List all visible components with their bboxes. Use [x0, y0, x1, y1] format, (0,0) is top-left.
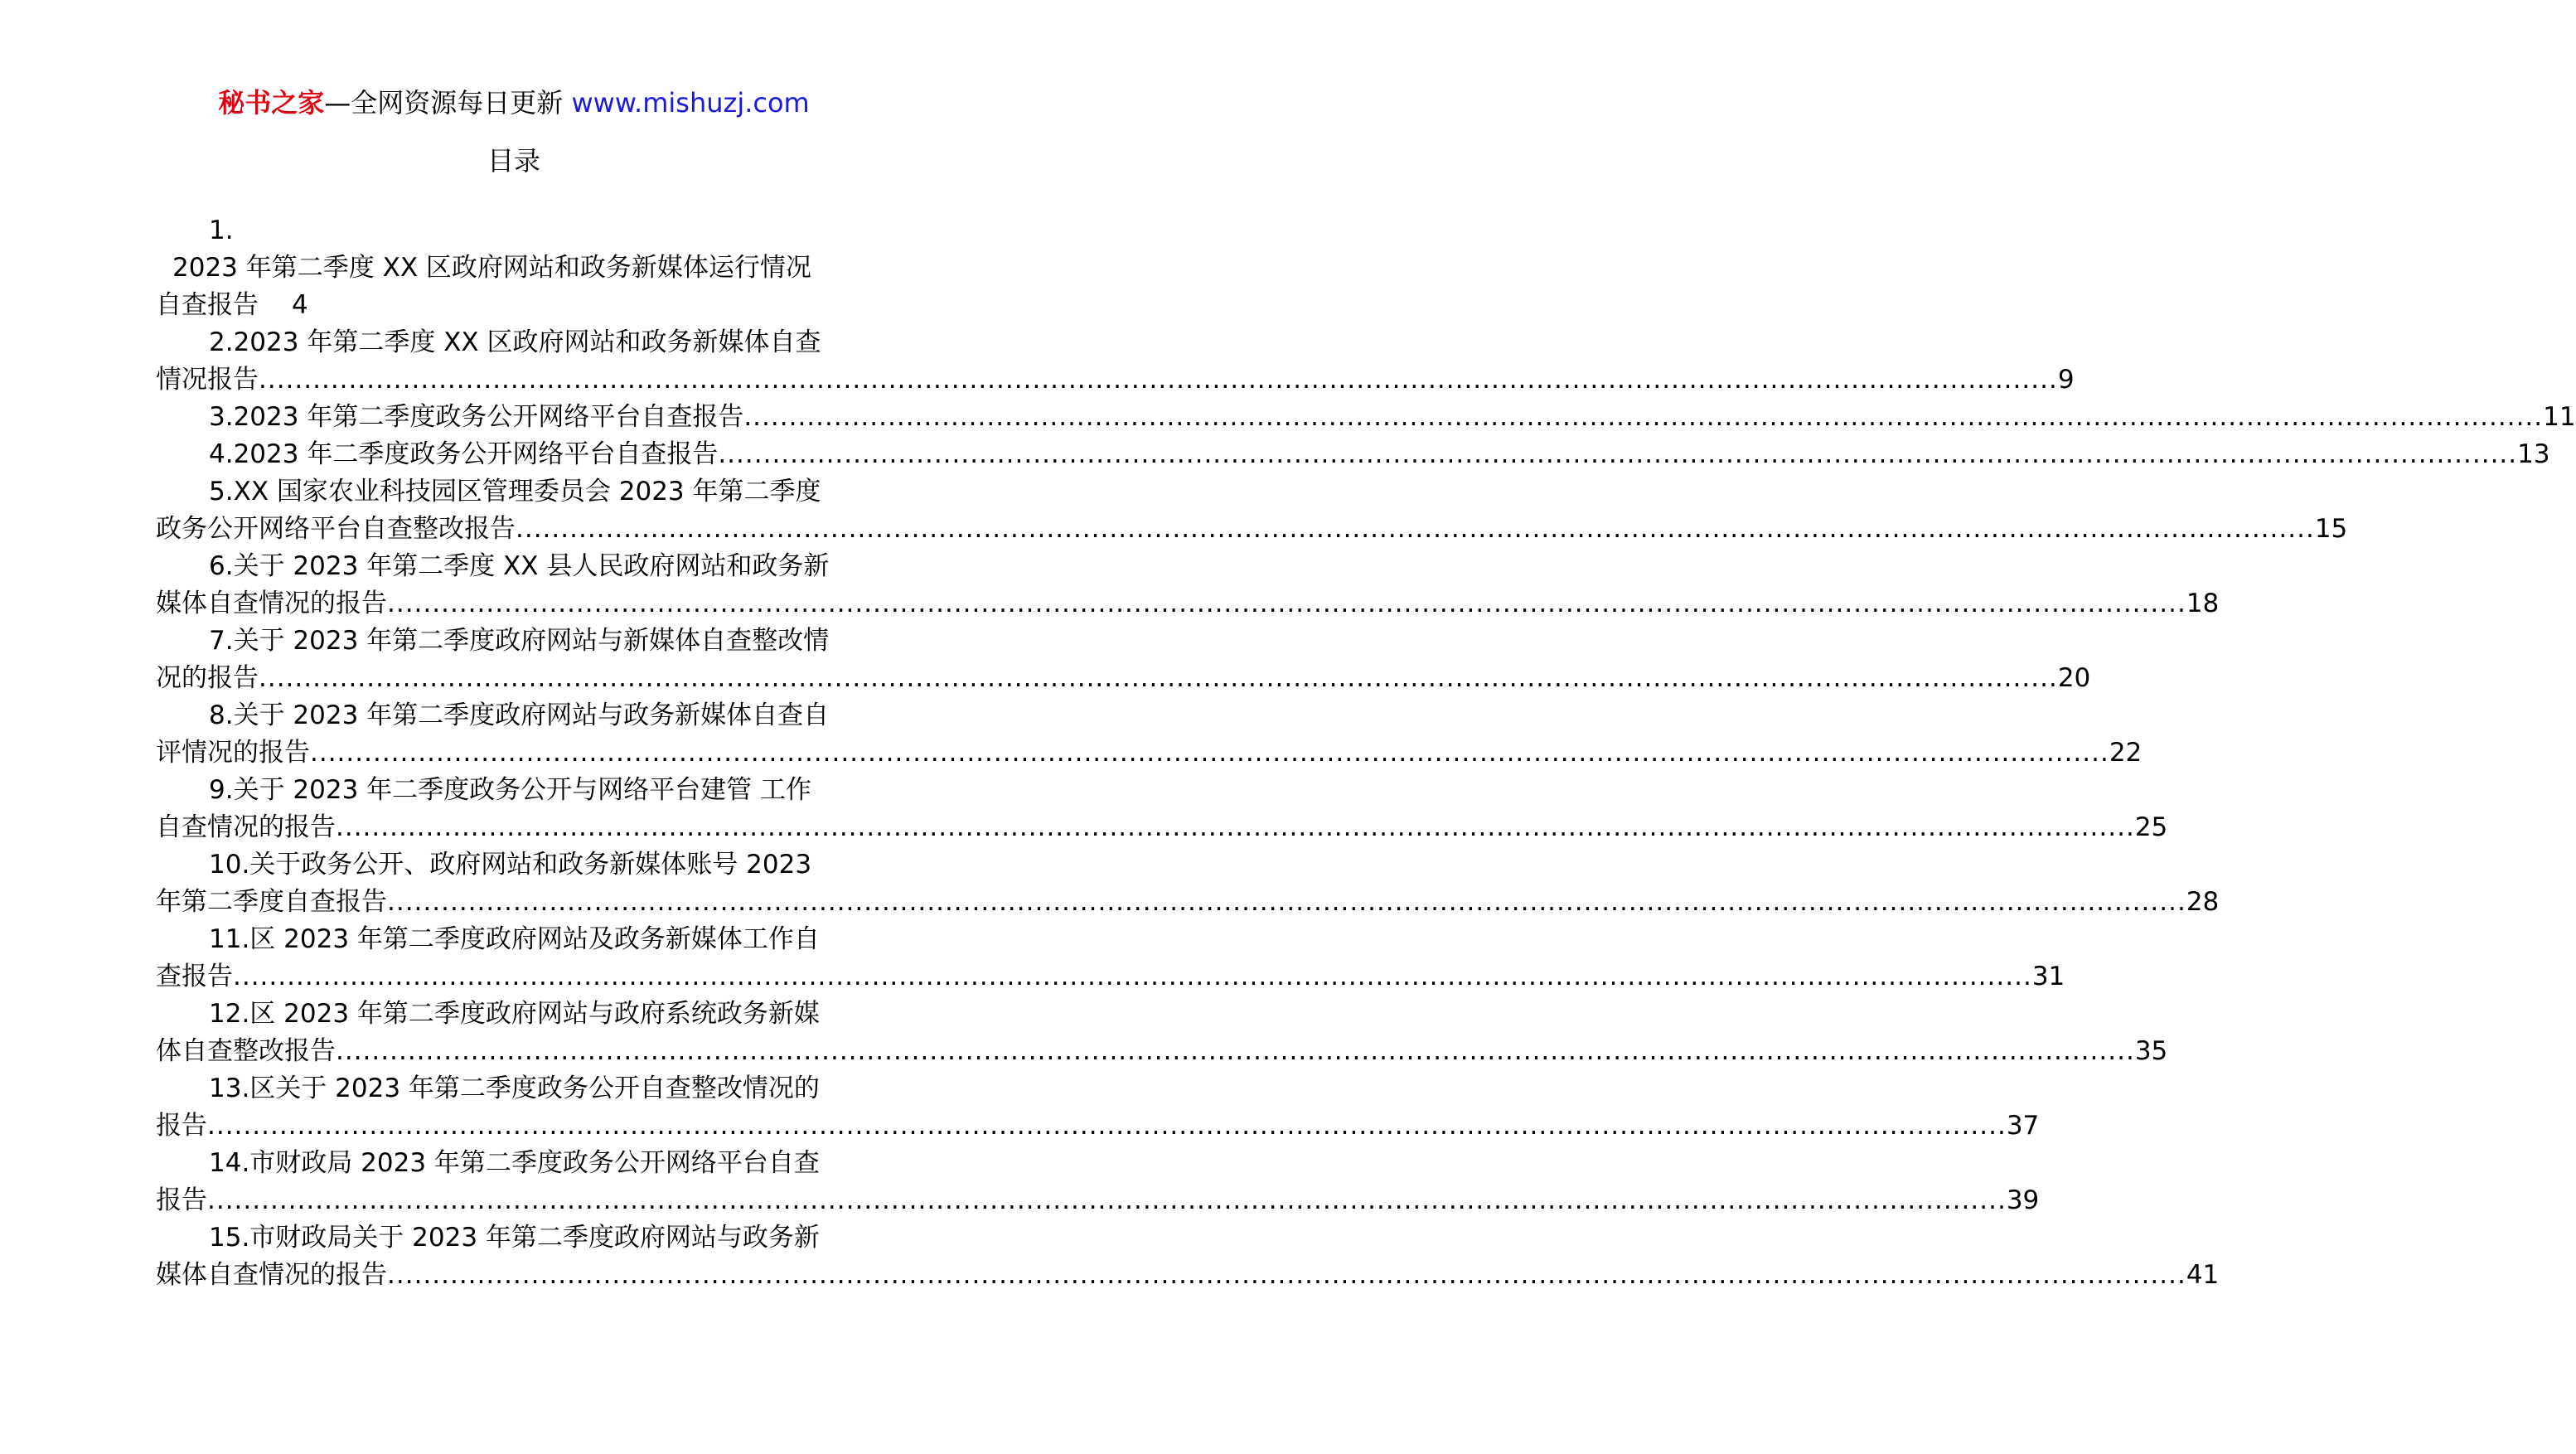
toc-entry-title: 11.区 2023 年第二季度政府网站及政务新媒体工作自: [209, 924, 820, 954]
toc-entry[interactable]: [156, 473, 2348, 548]
dot-leader: ........................................................................................................................................................................................................: [336, 1036, 2135, 1066]
toc-entry-title: 10.关于政务公开、政府网站和政务新媒体账号 2023: [209, 850, 812, 880]
toc-entry-page: 4: [292, 290, 308, 320]
toc-entry-page: 13: [2517, 439, 2550, 469]
toc-entry[interactable]: [156, 623, 2091, 697]
toc-entry-title-tail: 报告: [156, 1185, 207, 1215]
toc-entry[interactable]: [156, 921, 2065, 996]
toc-entry-title-tail: 况的报告: [156, 663, 259, 693]
toc-entry-title-tail: 4.2023 年二季度政务公开网络平台自查报告: [209, 439, 719, 469]
dot-leader: ........................................................................................................................................................................................................: [387, 589, 2186, 618]
toc-entry[interactable]: [156, 697, 2143, 772]
toc-entry-title-tail: 3.2023 年第二季度政务公开网络平台自查报告: [209, 402, 744, 432]
dot-leader: ........................................................................................................................................................................................................: [207, 1185, 2007, 1215]
toc-entry-title-tail: 报告: [156, 1111, 207, 1141]
toc-entry-title-tail: 情况报告: [156, 365, 259, 395]
toc-entry-page: 18: [2186, 589, 2220, 618]
dot-leader: ........................................................................................................................................................................................................: [310, 738, 2109, 768]
toc-entry[interactable]: [156, 1070, 2040, 1145]
toc-list: [156, 324, 2576, 1294]
toc-entry-title: 2023 年第二季度 XX 区政府网站和政务新媒体运行情况: [172, 253, 811, 283]
toc-entry-title-tail: 自查情况的报告: [156, 812, 336, 842]
dot-leader: ........................................................................................................................................................................................................: [387, 1260, 2186, 1290]
toc-entry[interactable]: [156, 324, 2075, 399]
toc-entry[interactable]: [156, 436, 2550, 473]
header-slogan: —全网资源每日更新: [324, 87, 572, 119]
toc-entry-number: 1.: [209, 216, 234, 245]
dot-leader: ........................................................................................................................................................................................................: [718, 439, 2518, 469]
toc-entry-page: 35: [2134, 1036, 2168, 1066]
toc-entry-page: 39: [2006, 1185, 2040, 1215]
page-title: 目录: [487, 145, 540, 177]
table-of-contents: [156, 212, 2576, 1294]
toc-entry[interactable]: [156, 1219, 2220, 1294]
toc-entry-page: 25: [2134, 812, 2168, 842]
toc-entry-page: 15: [2314, 514, 2348, 544]
dot-leader: ........................................................................................................................................................................................................: [387, 887, 2186, 917]
toc-entry-title: 13.区关于 2023 年第二季度政务公开自查整改情况的: [209, 1074, 820, 1103]
toc-entry-title: 7.关于 2023 年第二季度政府网站与新媒体自查整改情: [209, 626, 830, 656]
dot-leader: ........................................................................................................................................................................................................: [743, 402, 2544, 432]
toc-entry-title-tail: 政务公开网络平台自查整改报告: [156, 514, 516, 544]
toc-entry-page: 20: [2057, 663, 2091, 693]
toc-entry[interactable]: [156, 212, 875, 324]
toc-entry[interactable]: [156, 1145, 2040, 1219]
toc-entry[interactable]: [156, 772, 2168, 846]
site-header: [0, 83, 1028, 123]
dot-leader: ........................................................................................................................................................................................................: [336, 812, 2135, 842]
toc-entry[interactable]: [156, 996, 2168, 1070]
toc-entry-title: 9.关于 2023 年二季度政务公开与网络平台建管 工作: [209, 775, 812, 805]
toc-entry-title: 12.区 2023 年第二季度政府网站与政府系统政务新媒: [209, 999, 820, 1029]
toc-entry-page: 22: [2109, 738, 2143, 768]
toc-entry-page: 11: [2543, 402, 2576, 432]
toc-entry-page: 37: [2006, 1111, 2040, 1141]
site-url-link[interactable]: www.mishuzj.com: [571, 87, 810, 119]
toc-entry[interactable]: [156, 399, 2576, 436]
toc-entry-title: 6.关于 2023 年第二季度 XX 县人民政府网站和政务新: [209, 551, 830, 581]
toc-entry-page: 31: [2031, 962, 2065, 991]
toc-entry-title-tail: 年第二季度自查报告: [156, 887, 387, 917]
toc-entry-page: 9: [2057, 365, 2075, 395]
toc-entry-title: 5.XX 国家农业科技园区管理委员会 2023 年第二季度: [209, 477, 821, 506]
brand-name: 秘书之家: [218, 87, 325, 119]
toc-entry-title-tail: 查报告: [156, 962, 233, 991]
dot-leader: ........................................................................................................................................................................................................: [233, 962, 2032, 991]
dot-leader: ........................................................................................................................................................................................................: [259, 365, 2058, 395]
toc-entry-title: 8.关于 2023 年第二季度政府网站与政务新媒体自查自: [209, 700, 830, 730]
toc-entry[interactable]: [156, 548, 2220, 623]
dot-leader: ........................................................................................................................................................................................................: [516, 514, 2315, 544]
toc-entry-title-tail: 评情况的报告: [156, 738, 310, 768]
toc-entry-title: 2.2023 年第二季度 XX 区政府网站和政务新媒体自查: [209, 327, 821, 357]
toc-entry-title-tail: 媒体自查情况的报告: [156, 1260, 387, 1290]
toc-entry-page: 28: [2186, 887, 2220, 917]
toc-entry[interactable]: [156, 846, 2220, 921]
toc-entry-title-tail: 体自查整改报告: [156, 1036, 336, 1066]
dot-leader: ........................................................................................................................................................................................................: [259, 663, 2058, 693]
toc-entry-title-tail: 媒体自查情况的报告: [156, 589, 387, 618]
toc-entry-title: 15.市财政局关于 2023 年第二季度政府网站与政务新: [209, 1223, 820, 1253]
toc-entry-title: 14.市财政局 2023 年第二季度政务公开网络平台自查: [209, 1148, 820, 1178]
toc-entry-title-tail: 自查报告: [156, 290, 259, 320]
dot-leader: ........................................................................................................................................................................................................: [207, 1111, 2007, 1141]
toc-entry-page: 41: [2186, 1260, 2220, 1290]
